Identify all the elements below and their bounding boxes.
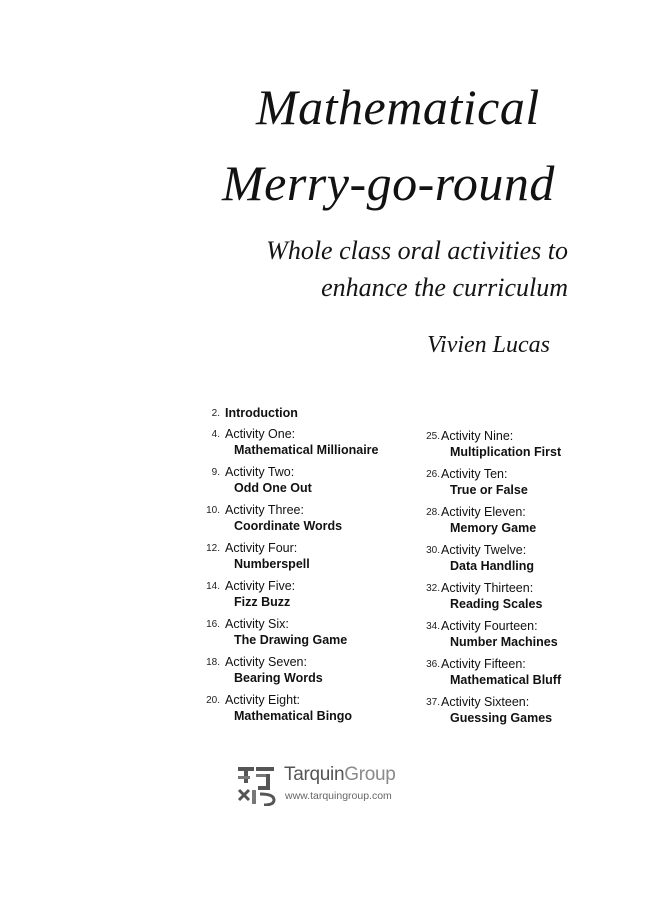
page-number: 20.: [206, 695, 220, 706]
page-number: 2.: [211, 408, 220, 419]
contents-entry: [412, 543, 612, 575]
activity-name: Mathematical Bingo: [234, 709, 353, 723]
contents-entry: [412, 657, 612, 689]
contents-right-column: [412, 406, 612, 733]
activity-number: Activity Nine:: [441, 429, 514, 443]
activity-number: Activity Two:: [225, 465, 295, 479]
contents-entry: [196, 617, 406, 649]
tarquin-logo-icon: [236, 766, 276, 806]
activity-number: Activity One:: [225, 427, 296, 441]
page-number: 36.: [426, 659, 440, 670]
activity-number: Activity Fourteen:: [441, 619, 538, 633]
contents-entry: [412, 505, 612, 537]
contents-left-column: [196, 406, 406, 731]
subtitle-line-2: enhance the curriculum: [321, 273, 568, 302]
activity-name: Coordinate Words: [234, 519, 343, 533]
contents-entry: [412, 467, 612, 499]
activity-name: Data Handling: [450, 559, 535, 573]
contents-entry: [196, 579, 406, 611]
activity-name: Reading Scales: [450, 597, 543, 611]
activity-name: Memory Game: [450, 521, 537, 535]
activity-number: Activity Three:: [225, 503, 304, 517]
contents-entry: [412, 581, 612, 613]
contents-entry: [196, 541, 406, 573]
activity-number: Activity Twelve:: [441, 543, 527, 557]
page-number: 16.: [206, 619, 220, 630]
contents-entry: [412, 695, 612, 727]
activity-name: Mathematical Millionaire: [234, 443, 379, 457]
page-number: 30.: [426, 545, 440, 556]
page-number: 26.: [426, 469, 440, 480]
activity-name: The Drawing Game: [234, 633, 348, 647]
page-number: 10.: [206, 505, 220, 516]
page-number: 37.: [426, 697, 440, 708]
publisher-logo: [236, 764, 436, 808]
publisher-url: www.tarquingroup.com: [285, 790, 392, 802]
activity-name: Numberspell: [234, 557, 310, 571]
activity-number: Activity Four:: [225, 541, 298, 555]
contents-entry: [196, 503, 406, 535]
page-number: 4.: [211, 429, 220, 440]
activity-name: Mathematical Bluff: [450, 673, 562, 687]
page-number: 34.: [426, 621, 440, 632]
activity-name: Bearing Words: [234, 671, 323, 685]
activity-number: Activity Thirteen:: [441, 581, 534, 595]
publisher-name-light: Group: [344, 764, 396, 785]
title-line-1: Mathematical: [256, 79, 540, 135]
contents-entry: [196, 465, 406, 497]
page-number: 9.: [211, 467, 220, 478]
activity-number: Activity Eight:: [225, 693, 301, 707]
publisher-name-bold: Tarquin: [284, 764, 345, 785]
author-name: Vivien Lucas: [427, 332, 550, 358]
page-number: 25.: [426, 431, 440, 442]
entry-label: Introduction: [225, 406, 298, 420]
page-number: 32.: [426, 583, 440, 594]
contents-entry: [196, 693, 406, 725]
activity-number: Activity Six:: [225, 617, 289, 631]
contents-entry: [412, 429, 612, 461]
publisher-name: [284, 764, 396, 786]
subtitle-line-1: Whole class oral activities to: [266, 236, 568, 265]
activity-name: Multiplication First: [450, 445, 562, 459]
page-number: 28.: [426, 507, 440, 518]
activity-number: Activity Fifteen:: [441, 657, 526, 671]
contents-entry-introduction: [196, 406, 406, 421]
activity-name: Number Machines: [450, 635, 558, 649]
activity-name: Fizz Buzz: [234, 595, 291, 609]
activity-number: Activity Eleven:: [441, 505, 526, 519]
activity-number: Activity Seven:: [225, 655, 307, 669]
contents-entry: [196, 427, 406, 459]
page-number: 14.: [206, 581, 220, 592]
activity-number: Activity Five:: [225, 579, 296, 593]
contents-entry: [412, 619, 612, 651]
title-line-2: Merry-go-round: [222, 155, 555, 211]
page-number: 12.: [206, 543, 220, 554]
page-number: 18.: [206, 657, 220, 668]
activity-number: Activity Ten:: [441, 467, 508, 481]
activity-name: Odd One Out: [234, 481, 312, 495]
activity-name: True or False: [450, 483, 528, 497]
contents-entry: [196, 655, 406, 687]
activity-number: Activity Sixteen:: [441, 695, 530, 709]
activity-name: Guessing Games: [450, 711, 553, 725]
